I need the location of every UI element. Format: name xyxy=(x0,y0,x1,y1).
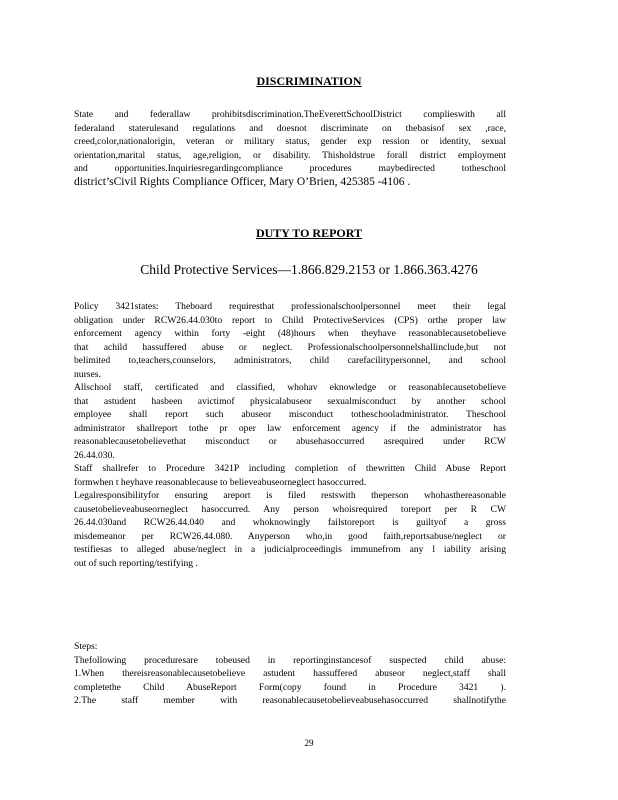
text-line: State and federallaw prohibitsdiscrimination.TheEverettSchoolDistrict complieswith all xyxy=(74,109,506,120)
text-line: completethe Child AbuseReport Form(copy found in Procedure 3421 ). xyxy=(74,681,506,693)
cps-contact-line: Child Protective Services—1.866.829.2153 or 1.866.363.4276 xyxy=(140,262,478,277)
text-line: and opportunities.Inquiriesregardingcompliance procedures maybedirected totheschool xyxy=(74,163,506,174)
text-line: creed,color,nationalorigin, veteran or military status, gender exp ression or identity, sexual xyxy=(74,136,506,147)
text-line: that achild hassuffered abuse or neglect. Professionalschoolpersonnelshallinclude,but not xyxy=(74,341,506,353)
text-line: enforcement agency within forty -eight (48)hours when theyhave reasonablecausetobelieve xyxy=(74,328,506,339)
text-line: Allschool staff, certificated and classified, whohav eknowledge or reasonablecausetobelieve xyxy=(74,382,506,393)
text-line: testifiesas to alleged abuse/neglect in a judicialproceedingis immunefrom any l iability arising xyxy=(74,544,506,555)
text-line: that astudent hasbeen avictimof physicalabuseor sexualmisconduct by another school xyxy=(74,395,506,407)
text-line: federaland staterulesand regulations and doesnot discriminate on thebasisof sex ,race, xyxy=(74,122,506,134)
text-line: misdemeanor per RCW26.44.080. Anyperson who,in good faith,reportsabuse/neglect or xyxy=(74,530,506,542)
text-line: obligation under RCW26.44.030to report to Child ProtectiveServices (CPS) orthe proper law xyxy=(74,314,506,326)
policy-paragraph xyxy=(74,300,506,570)
text-line: nurses. xyxy=(74,368,101,380)
text-line: Legalresponsibilityfor ensuring areport is filed restswith theperson whohasthereasonable xyxy=(74,490,506,501)
text-line: belimited to,teachers,counselors, administrators, child carefacilitypersonnel, and school xyxy=(74,355,506,366)
steps-label: Steps: xyxy=(74,641,98,652)
text-line: Thefollowing proceduresare tobeused in reportinginstancesof suspected child abuse: xyxy=(74,654,506,666)
page-number: 29 xyxy=(304,738,314,748)
text-line: administrator shallreport tothe pr oper law enforcement agency if the administrator has xyxy=(74,422,506,434)
text-line: Policy 3421states: Theboard requiresthat professionalschoolpersonnel meet their legal xyxy=(74,301,506,312)
text-line: employee shall report such abuseor misconduct totheschooladministrator. Theschool xyxy=(74,409,506,420)
text-line: out of such reporting/testifying . xyxy=(74,557,198,569)
text-line: reasonablecausetobelievethat misconduct or abusehasoccurred asrequired under RCW xyxy=(74,436,506,447)
text-line: formwhen t heyhave reasonablecause to believeabuseorneglect hasoccurred. xyxy=(74,476,367,488)
text-line: Staff shallrefer to Procedure 3421P including completion of thewritten Child Abuse Report xyxy=(74,463,506,474)
text-line: 2.The staff member with reasonablecausetobelieveabusehasoccurred shallnotifythe xyxy=(74,695,506,706)
text-line: causetobelieveabuseorneglect hasoccurred. Any person whoisrequired toreport per R CW xyxy=(74,503,506,515)
text-line: 26.44.030and RCW26.44.040 and whoknowingly failstoreport is guiltyof a gross xyxy=(74,517,506,528)
text-line: 26.44.030. xyxy=(74,449,115,461)
discrimination-heading: DISCRIMINATION xyxy=(256,74,362,88)
discrimination-paragraph xyxy=(74,108,506,189)
text-line: orientation,marital status, age,religion, or disability. Thisholdstrue forall district employment xyxy=(74,149,506,161)
duty-to-report-heading: DUTY TO REPORT xyxy=(255,226,363,240)
steps-section xyxy=(74,640,506,708)
text-line: 1.When thereisreasonablecausetobelieve astudent hassuffered abuseor neglect,staff shall xyxy=(74,668,506,679)
text-line: district’sCivil Rights Compliance Officer, Mary O’Brien, 425385 -4106 . xyxy=(74,175,411,188)
